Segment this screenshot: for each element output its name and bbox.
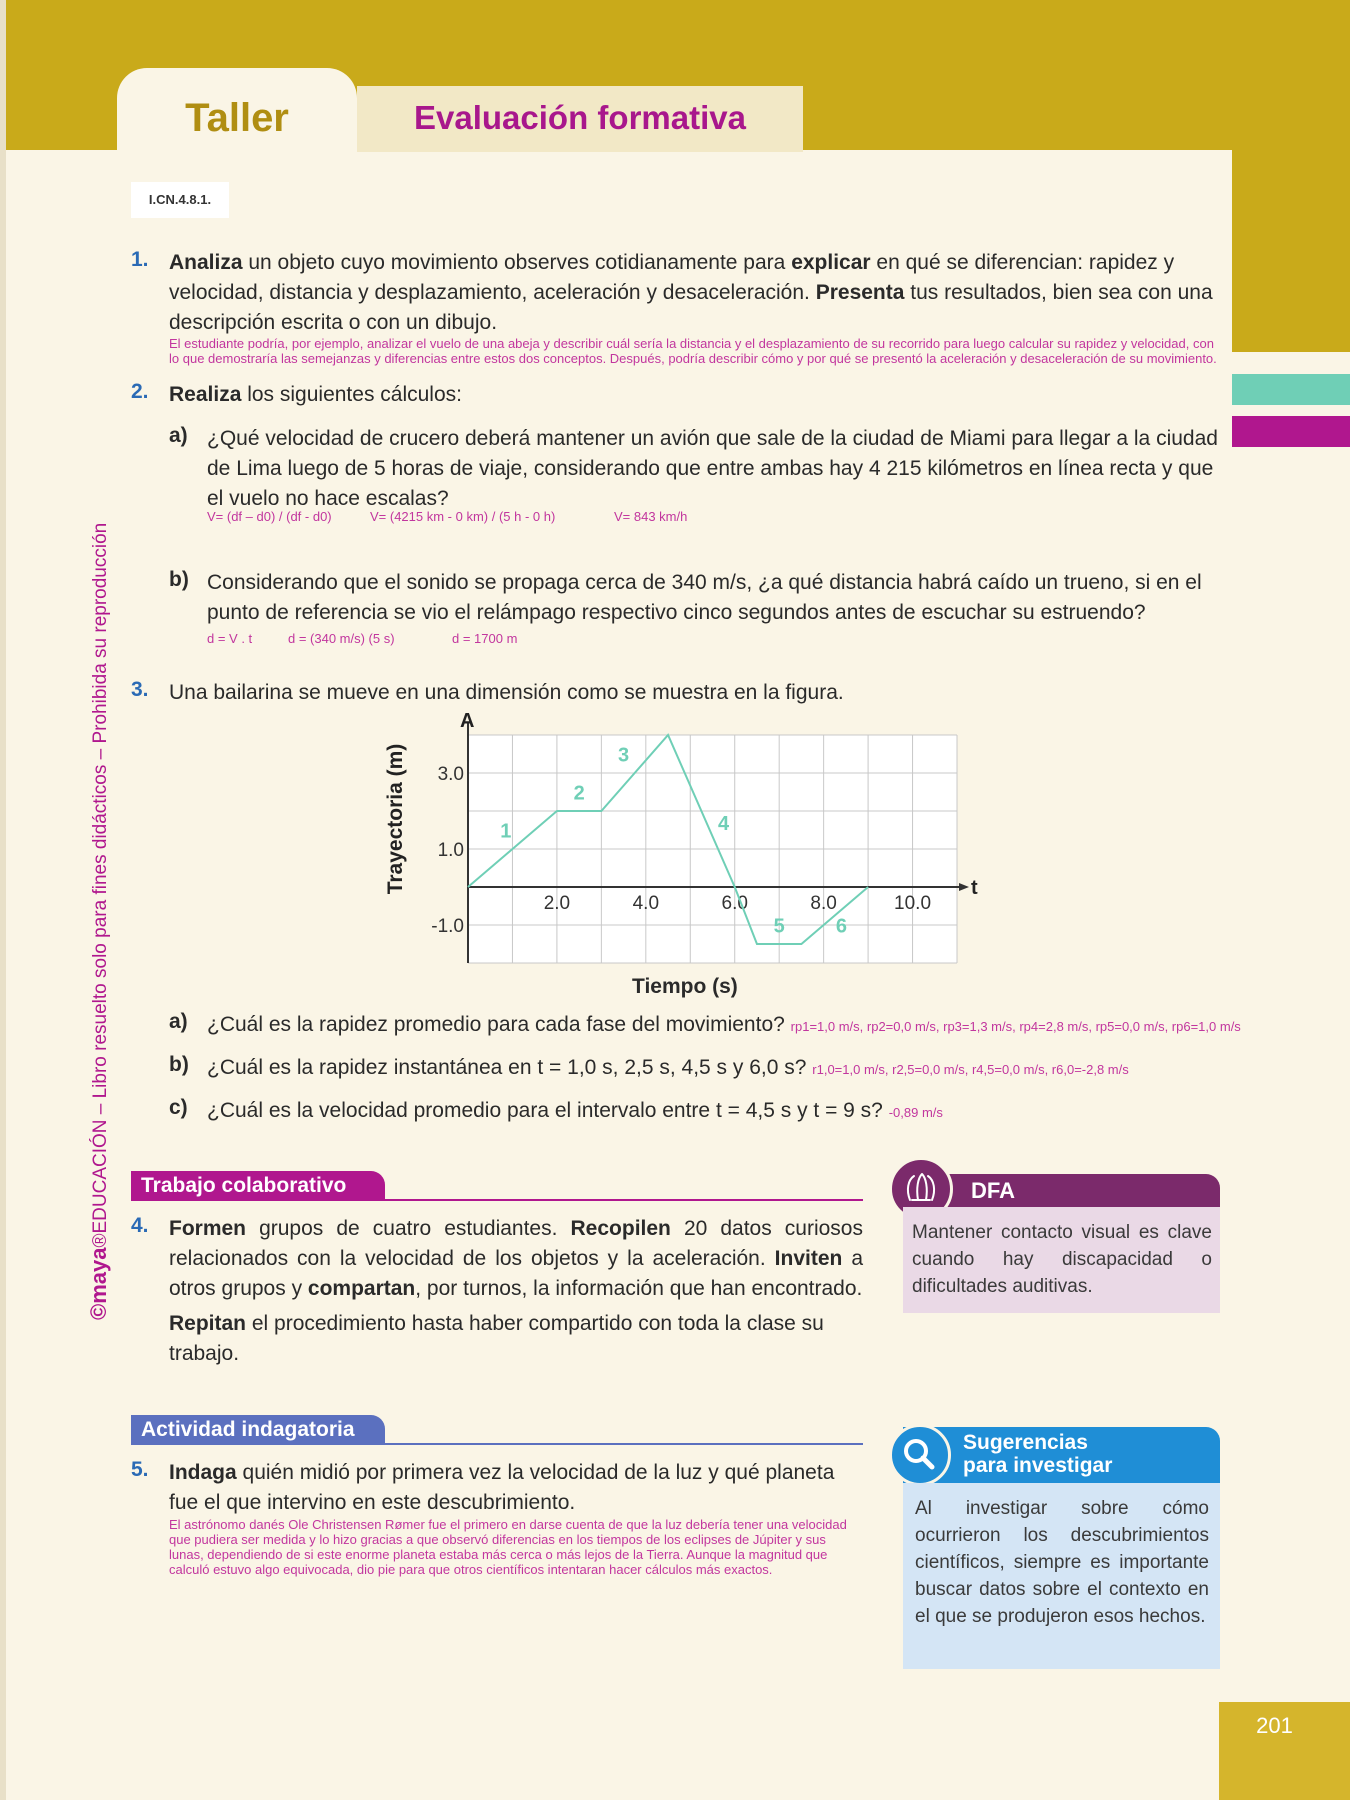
dfa-title: DFA	[971, 1178, 1015, 1203]
x-tick-label: 8.0	[810, 893, 837, 914]
q2a-text: ¿Qué velocidad de crucero deberá mantener un avión que sale de la ciudad de Miami para llegar a la ciudad de Lima luego de 5 horas de viaje, considerando que entre ambas hay 4 215 kilómetros en línea recta y que el vuelo no hace escalas?	[207, 427, 1218, 510]
trajectory-chart	[370, 705, 980, 1005]
brand-logo-text: ©maya	[86, 1247, 111, 1320]
x-tick-label: 4.0	[632, 893, 660, 914]
q1-answer: El estudiante podría, por ejemplo, analizar el vuelo de una abeja y describir cuál sería la distancia y el desplazamiento de su recorrido para luego calcular su rapidez y velocidad, con lo que demostraría las semejanzas y diferencias entre estos dos conceptos. Después, podría describir cómo y por qué se presentó la aceleración y desaceleración de su movimiento.	[169, 336, 1217, 366]
magnifier-icon	[889, 1424, 951, 1486]
y-tick-label: 3.0	[437, 764, 464, 785]
q2-text: Realiza los siguientes cálculos:	[169, 383, 462, 406]
q2b-answer-3: d = 1700 m	[452, 631, 518, 646]
page-number: 201	[1219, 1702, 1350, 1800]
y-tick-label: -1.0	[431, 916, 464, 937]
q1-number: 1.	[131, 248, 149, 271]
q3-number: 3.	[131, 678, 149, 701]
taller-tab: Taller	[117, 68, 357, 156]
q1-text: Analiza un objeto cuyo movimiento observes cotidianamente para explicar en qué se diferencian: rapidez y velocidad, distancia y desplazamiento, aceleración y desaceleración. Presenta tus resultados, bien sea con una descripción escrita o con un dibujo.	[169, 251, 1213, 334]
x-tick-label: 2.0	[543, 893, 571, 914]
q2a-label: a)	[169, 424, 188, 447]
q4-text: Formen grupos de cuatro estudiantes. Recopilen 20 datos curiosos relacionados con la velocidad de los objetos y la aceleración. Inviten a otros grupos y compartan, por turnos, la información que han encontrado.	[169, 1217, 864, 1300]
q2b-answer-2: d = (340 m/s) (5 s)	[288, 631, 395, 646]
segment-label: 3	[618, 744, 630, 767]
sugerencias-title: Sugerencias para investigar	[963, 1431, 1113, 1477]
q3c-label: c)	[169, 1096, 188, 1119]
credit-text: ®EDUCACIÓN – Libro resuelto solo para fines didácticos – Prohibida su reproducción	[90, 522, 111, 1248]
colab-header: Trabajo colaborativo	[131, 1171, 385, 1201]
teal-side-tab	[1232, 374, 1350, 405]
chart-x-label: Tiempo (s)	[632, 975, 738, 998]
curriculum-code: I.CN.4.8.1.	[131, 182, 229, 218]
segment-label: 4	[718, 813, 730, 835]
q2b-label: b)	[169, 568, 189, 591]
q4-number: 4.	[131, 1214, 149, 1237]
evaluacion-tab: Evaluación formativa	[357, 86, 803, 152]
dfa-body-box	[903, 1207, 1220, 1313]
indag-rule	[131, 1443, 863, 1445]
vertical-credit	[86, 523, 112, 1320]
q3c-row: ¿Cuál es la velocidad promedio para el intervalo entre t = 4,5 s y t = 9 s? -0,89 m/s	[207, 1099, 943, 1122]
q3b-answer: r1,0=1,0 m/s, r2,5=0,0 m/s, r4,5=0,0 m/s, r6,0=-2,8 m/s	[812, 1062, 1129, 1077]
y-tick-label: 1.0	[437, 840, 464, 861]
q5-text: Indaga quién midió por primera vez la velocidad de la luz y qué planeta fue el que intervino en este descubrimiento.	[169, 1461, 835, 1514]
indag-header: Actividad indagatoria	[131, 1415, 385, 1445]
q5-answer: El astrónomo danés Ole Christensen Rømer fue el primero en darse cuenta de que la luz debería tener una velocidad que pudiera ser medida y lo hizo gracias a que observó diferencias en los tiempos de los eclipses de Júpiter y sus lunas, dependiendo de si este enorme planeta estaba más cerca o más lejos de la Tierra. Aunque la magnitud que calculó estuvo algo equivocada, dio pie para que otros científicos intentaran hacer cálculos más exactos.	[169, 1517, 847, 1577]
colab-rule	[131, 1199, 863, 1201]
x-axis-arrow	[959, 883, 969, 891]
y-axis-name: A	[460, 710, 475, 732]
x-tick-label: 10.0	[894, 893, 932, 914]
segment-label: 5	[773, 915, 785, 938]
q2b-answer-1: d = V . t	[207, 631, 253, 646]
segment-label: 1	[500, 820, 512, 843]
q3a-label: a)	[169, 1010, 188, 1033]
x-tick-label: 6.0	[721, 893, 748, 914]
q5-number: 5.	[131, 1458, 149, 1481]
q3a-answer: rp1=1,0 m/s, rp2=0,0 m/s, rp3=1,3 m/s, rp4=2,8 m/s, rp5=0,0 m/s, rp6=1,0 m/s	[790, 1019, 1241, 1034]
q3b-label: b)	[169, 1053, 189, 1076]
sugerencias-body-box	[903, 1483, 1220, 1669]
q3b-row: ¿Cuál es la rapidez instantánea en t = 1,0 s, 2,5 s, 4,5 s y 6,0 s? r1,0=1,0 m/s, r2,5=0,0 m/s, r4,5=0,0 m/s, r6,0=-2,8 m/s	[207, 1056, 1129, 1079]
q3-text: Una bailarina se mueve en una dimensión como se muestra en la figura.	[169, 681, 844, 704]
q2-number: 2.	[131, 380, 149, 403]
segment-label: 2	[573, 782, 585, 805]
q3a-row: ¿Cuál es la rapidez promedio para cada fase del movimiento? rp1=1,0 m/s, rp2=0,0 m/s, rp3=1,3 m/s, rp4=2,8 m/s, rp5=0,0 m/s, rp6=1,0 m/s	[207, 1013, 1241, 1036]
q2a-answer-2: V= (4215 km - 0 km) / (5 h - 0 h)	[370, 509, 556, 524]
segment-label: 6	[835, 915, 847, 938]
magenta-side-tab	[1232, 416, 1350, 447]
page-left-edge	[0, 0, 6, 1800]
right-color-band	[1232, 150, 1350, 352]
sugerencias-body: Al investigar sobre cómo ocurrieron los descubrimientos científicos, siempre es importante buscar datos sobre el contexto en el que se produjeron esos hechos.	[915, 1498, 1209, 1627]
q4-text-2: Repitan el procedimiento hasta haber compartido con toda la clase su trabajo.	[169, 1312, 824, 1365]
q2a-answer-1: V= (df – d0) / (df - d0)	[207, 509, 332, 524]
x-axis-name: t	[971, 877, 978, 899]
dfa-body: Mantener contacto visual es clave cuando hay discapacidad o dificultades auditivas.	[912, 1222, 1212, 1297]
q2a-answer-3: V= 843 km/h	[614, 509, 688, 524]
q3c-answer: -0,89 m/s	[888, 1105, 943, 1120]
chart-y-label: Trayectoria (m)	[384, 743, 407, 895]
q2b-text: Considerando que el sonido se propaga cerca de 340 m/s, ¿a qué distancia habrá caído un trueno, si en el punto de referencia se vio el relámpago respectivo cinco segundos antes de escuchar su estruendo?	[207, 571, 1202, 624]
